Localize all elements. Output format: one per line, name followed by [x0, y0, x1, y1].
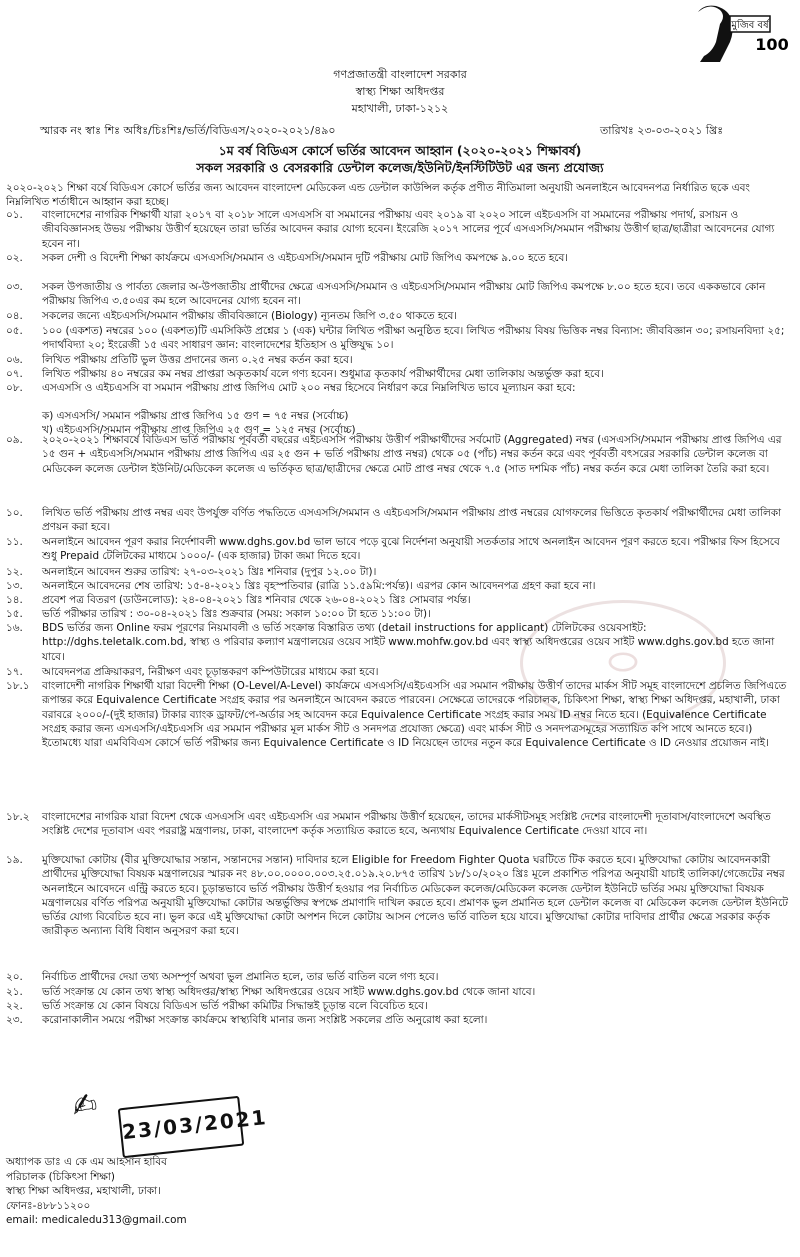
condition-text: BDS ভর্তির জন্য Online ফরম পূরণের নিয়মাবলী ও ভর্তি সংক্রান্ত বিস্তারিত তথ্য (detail instructions for applicant) টেলিটকের ওয়েবসাইট: http://dghs.teletalk.com.bd, স্বাস্থ্য ও পরিবার কল্যাণ মন্ত্রণালয়ের ওয়েব সাইট www.mohfw.gov.bd এবং স্বাস্থ্য অধিদপ্তরের ওয়েব সাইট www.dghs.gov.bd হতে জানা যাবে।: [42, 622, 775, 663]
condition-number: ০৮.: [6, 382, 23, 394]
condition-text: অনলাইনে আবেদন পূরণ করার নির্দেশাবলী www.dghs.gov.bd ভাল ভাবে পড়ে বুঝে নির্দেশনা অনুযায়ী সতর্কতার সাথে অনলাইন আবেদন পূরণ করতে হবে। পরীক্ষার ফিস হিসেবে শুধু Prepaid টেলিটকের মাধ্যমে ১০০০/- (এক হাজার) টাকা জমা দিতে হবে।: [42, 536, 780, 563]
condition-number: ১০.: [6, 507, 23, 519]
condition-number: ১৮.২: [6, 811, 30, 823]
condition-number: ০২.: [6, 252, 23, 264]
signatory-phone: ফোনঃ-৪৮৮১১২০০: [6, 1199, 91, 1212]
signature-block: [6, 1155, 187, 1228]
condition-text: ১০০ (একশত) নম্বরের ১০০ (একশত)টি এমসিকিউ প্রশ্নের ১ (এক) ঘন্টার লিখিত পরীক্ষা অনুষ্ঠিত হবে। লিখিত পরীক্ষায় বিষয় ভিত্তিক নম্বর বিন্যাস: জীববিজ্ঞান ৩০; রসায়নবিদ্যা ২৫; পদার্থবিদ্যা ২০; ইংরেজী ১৫ এবং সাধারণ জ্ঞান: বাংলাদেশের ইতিহাস ও মুক্তিযুদ্ধ ১০।: [42, 325, 785, 352]
memo-date: তারিখঃ ২৩-০৩-২০২১ খ্রিঃ: [600, 124, 724, 137]
condition-text: ভর্তি সংক্রান্ত যে কোন বিষয়ে বিডিএস ভর্তি পরীক্ষা কমিটির সিদ্ধান্তই চূড়ান্ত বলে বিবেচিত হবে।: [42, 1000, 428, 1012]
condition-text: বাংলাদেশের নাগরিক শিক্ষার্থী যারা ২০১৭ বা ২০১৮ সালে এসএসসি বা সমমানের পরীক্ষায় এবং ২০১৯ বা ২০২০ সালে এইচএসসি বা সমমানের পরীক্ষায় পদার্থ, রসায়ন ও জীববিজ্ঞানসহ উভয় পরীক্ষায় উত্তীর্ণ হয়েছেন তারা ভর্তির আবেদন করার যোগ্য হবেন। ইংরেজি ২০১৭ সালের পূর্বে এসএসসি/সমমান পরীক্ষায় উত্তীর্ণ ছাত্র/ছাত্রীরা আবেদনের যোগ্য হবেন না।: [42, 209, 775, 250]
condition-number: ০৭.: [6, 368, 23, 380]
condition-text: অনলাইনে আবেদন শুরুর তারিখ: ২৭-০৩-২০২১ খ্রিঃ শনিবার (দুপুর ১২.০০ টা)।: [42, 566, 377, 578]
condition-number: ০৬.: [6, 354, 23, 366]
notice-title: ১ম বর্ষ বিডিএস কোর্সে ভর্তির আবেদন আহ্বান (২০২০-২০২১ শিক্ষাবর্ষ): [218, 143, 582, 158]
condition-number: ২২.: [6, 1000, 23, 1012]
header-directorate: স্বাস্থ্য শিক্ষা অধিদপ্তর: [355, 85, 445, 98]
condition-number: ২৩.: [6, 1014, 23, 1026]
condition-subitem: খ) এইচএসসি/সমমান পরীক্ষায় প্রাপ্ত জিপিএ ২৫ গুণ = ১২৫ নম্বর (সর্বোচ্চ): [42, 424, 356, 437]
condition-number: ২১.: [6, 986, 23, 998]
signatory-office: স্বাস্থ্য শিক্ষা অধিদপ্তর, মহাখালী, ঢাকা।: [6, 1185, 161, 1197]
condition-number: ১৮.১: [6, 680, 30, 692]
condition-text: লিখিত ভর্তি পরীক্ষায় প্রাপ্ত নম্বর এবং উপর্যুক্ত বর্ণিত পদ্ধতিতে এসএসসি/সমমান ও এইচএসসি/সমমান পরীক্ষায় প্রাপ্ত নম্বরের যোগফলের ভিত্তিতে কৃতকার্য পরীক্ষার্থীদের মেধা তালিকা প্রণয়ন করা হবে।: [42, 507, 781, 534]
signatory-email: email: medicaledu313@gmail.com: [6, 1214, 187, 1226]
condition-text: অনলাইনে আবেদনের শেষ তারিখ: ১৫-৪-২০২১ খ্রিঃ বৃহস্পতিবার (রাত্রি ১১.৫৯মি:পর্যন্ত)। এরপর কোন আবেদনপত্র গ্রহণ করা হবে না।: [42, 580, 596, 592]
date-stamp: 23/03/2021: [118, 1096, 245, 1158]
condition-text: সকল দেশী ও বিদেশী শিক্ষা কার্যক্রমে এসএসসি/সমমান ও এইচএসসি/সমমান দুটি পরীক্ষায় মোট জিপিএ কমপক্ষে ৯.০০ হতে হবে।: [42, 252, 568, 264]
condition-text: ভর্তি সংক্রান্ত যে কোন তথ্য স্বাস্থ্য অধিদপ্তর/স্বাস্থ্য শিক্ষা অধিদপ্তরের ওয়েব সাইট www.dghs.gov.bd থেকে জানা যাবে।: [42, 986, 536, 998]
watermark-seal: ⬭: [520, 600, 726, 726]
condition-number: ১২.: [6, 566, 23, 578]
condition-text: আবেদনপত্র প্রক্রিয়াকরণ, নিরীক্ষণ এবং চূড়ান্তকরণ কম্পিউটারের মাধ্যমে করা হবে।: [42, 666, 379, 678]
memo-number: স্মারক নং স্বাঃ শিঃ অধিঃ/চিঃশিঃ/ভর্তি/বিডিএস/২০২০-২০২১/৪৯০: [40, 124, 336, 137]
condition-number: ১৯.: [6, 854, 23, 866]
condition-number: ০৩.: [6, 281, 23, 293]
header-gov: গণপ্রজাতন্ত্রী বাংলাদেশ সরকার: [333, 68, 467, 81]
logo-text: মুজিব বর্ষ: [731, 20, 769, 31]
condition-number: ১৬.: [6, 622, 23, 634]
condition-text: নির্বাচিত প্রার্থীদের দেয়া তথ্য অসম্পূর্ণ অথবা ভুল প্রমানিত হলে, তার ভর্তি বাতিল বলে গণ্য হবে।: [42, 971, 439, 983]
condition-number: ১৭.: [6, 666, 23, 678]
condition-text: এসএসসি ও এইচএসসি বা সমমান পরীক্ষায় প্রাপ্ত জিপিএ মোট ২০০ নম্বর হিসেবে নির্ধারণ করে নিম্নলিখিত ভাবে মূল্যায়ন করা হবে:: [42, 382, 576, 394]
signatory-name: অধ্যাপক ডাঃ এ কে এম আহসান হাবিব: [6, 1156, 167, 1168]
condition-number: ১৪.: [6, 594, 23, 606]
condition-number: ০৯.: [6, 434, 23, 446]
condition-number: ১৩.: [6, 580, 23, 592]
condition-text: বাংলাদেশী নাগরিক শিক্ষার্থী যারা বিদেশী শিক্ষা (O-Level/A-Level) কার্যক্রমে এসএসসি/এইচএসসি এর সমমান পরীক্ষায় উত্তীর্ণ তাদের মার্কস সীট সমূহ বাংলাদেশে প্রচলিত জিপিএতে রূপান্তর করে Equivalence Certificate সংগ্রহ করার পর অনলাইনে আবেদন করতে পারবেন। সেক্ষেত্রে তাদেরকে পরিচালক, চিকিৎসা শিক্ষা, স্বাস্থ্য শিক্ষা অধিদপ্তর, মহাখালী, ঢাকা বরাবরে ২০০০/-(দুই হাজার) টাকার ব্যাংক ড্রাফট/পে-অর্ডার সহ আবেদন করে Equivalence Certificate সংগ্রহ করার সময় ID নম্বর নিতে হবে। (Equivalence Certificate সংগ্রহ করার জন্য এসএসসি/এইচএসসি এর সমমান পরীক্ষার মূল মার্কস সীট ও সনদপত্র প্রযোজ্য ক্ষেত্রে) এবং মার্কস সীট ও সনদপত্রসমূহের সত্যায়িত কপি সাথে আনতে হবে।) ইতোমধ্যে যারা এমবিবিএস কোর্সে ভর্তি পরীক্ষার জন্য Equivalence Certificate ও ID নিয়েছেন তাদের নতুন করে Equivalence Certificate ও ID নেওয়ার প্রয়োজন নাই।: [42, 680, 787, 750]
condition-text: ২০২০-২০২১ শিক্ষাবর্ষে বিডিএস ভর্তি পরীক্ষায় পূর্ববর্তী বছরের এইচএসসি পরীক্ষায় উত্তীর্ণ পরীক্ষার্থীদের সর্বমোট (Aggregated) নম্বর (এসএসসি/সমমান পরীক্ষায় প্রাপ্ত জিপিএ এর ১৫ গুন + এইচএসসি/সমমান পরীক্ষায় প্রাপ্ত জিপিএ এর ২৫ গুন + ভর্তি পরীক্ষায় প্রাপ্ত নম্বর) থেকে ০৫ (পাঁচ) নম্বর কর্তন করে এবং পূর্ববর্তী বৎসরের সরকারি ডেন্টাল কলেজ বা মেডিকেল কলেজ ডেন্টাল ইউনিট/মেডিকেল কলেজ এ ভর্তিকৃত ছাত্র/ছাত্রীদের ক্ষেত্রে মোট প্রাপ্ত নম্বর থেকে ৭.৫ (সাত দশমিক পাঁচ) নম্বর কর্তন করে মেধা তালিকা তৈরি করা হবে।: [42, 434, 782, 475]
condition-number: ০৪.: [6, 310, 23, 322]
mujib-borsho-logo: [690, 2, 790, 64]
condition-number: ০১.: [6, 209, 23, 221]
condition-number: ২০.: [6, 971, 23, 983]
condition-text: প্রবেশ পত্র বিতরণ (ডাউনলোড): ২৪-০৪-২০২১ খ্রিঃ শনিবার থেকে ২৬-০৪-২০২১ খ্রিঃ সোমবার পর্যন্ত।: [42, 594, 471, 606]
condition-text: সকলের জন্যে এইচএসসি/সমমান পরীক্ষায় জীববিজ্ঞানে (Biology) ন্যূনতম জিপি ৩.৫০ থাকতে হবে।: [42, 310, 457, 322]
condition-text: বাংলাদেশের নাগরিক যারা বিদেশ থেকে এসএসসি এবং এইচএসসি এর সমমান পরীক্ষায় উত্তীর্ণ হয়েছেন, তাদের মার্কসীটসমূহ সংশ্লিষ্ট দেশের বাংলাদেশী দূতাবাস/বাংলাদেশে অবস্থিত সংশ্লিষ্ট দেশের দূতাবাস এবং পররাষ্ট্র মন্ত্রণালয়, ঢাকা, বাংলাদেশ কর্তৃক সত্যায়িত করাতে হবে, অন্যথায় Equivalence Certificate দেওয়া যাবে না।: [42, 811, 771, 838]
handwritten-signature: ✍: [69, 1086, 100, 1125]
condition-number: ১১.: [6, 536, 23, 548]
header-address: মহাখালী, ঢাকা-১২১২: [351, 102, 449, 115]
condition-number: ০৫.: [6, 325, 23, 337]
condition-text: মুক্তিযোদ্ধা কোটায় (বীর মুক্তিযোদ্ধার সন্তান, সন্তানদের সন্তান) দাবিদার হলে Eligible for Freedom Fighter Quota ঘরটিতে টিক করতে হবে। মুক্তিযোদ্ধা কোটায় আবেদনকারী প্রার্থীদের মুক্তিযোদ্ধা বিষয়ক মন্ত্রণালয়ের স্মারক নং ৪৮.০০.০০০০.০০৩.২৫.০১৯.২০.৮৭৫ তারিখ ১৮/১০/২০২০ খ্রিঃ মূলে প্রকাশিত পরিপত্র অনুযায়ী যাচাই তালিকা/গেজেটের নম্বর অনলাইনে আবেদনে এন্ট্রি করতে হবে। চূড়ান্তভাবে ভর্তি পরীক্ষায় উত্তীর্ণ হওয়ার পর নির্বাচিত মেডিকেল কলেজ/মেডিকেল কলেজ ডেন্টাল ইউনিটে ভর্তির সময় মুক্তিযোদ্ধা বিষয়ক মন্ত্রণালয়ের বর্ণিত পরিপত্র অনুযায়ী মুক্তিযোদ্ধা কোটার অন্তর্ভুক্তির স্বপক্ষে প্রমাণাদি দাখিল করতে হবে। প্রমাণক ভুল প্রমানিত হলে ডেন্টাল কলেজ বা মেডিকেল কলেজ ডেন্টাল ইউনিটে ভর্তির যোগ্য বিবেচিত হবে না। ভুল করে এই মুক্তিযোদ্ধা কোটা অপশন দিলে কোটায় আসন পেলেও ভর্তি বাতিল হয়ে যাবে। মুক্তিযোদ্ধা কোটার দাবিদার প্রার্থীর ক্ষেত্রে সরকার কর্তৃক জারীকৃত অন্যান্য বিধি বিধান অনুসরণ করা হবে।: [42, 854, 788, 938]
condition-text: সকল উপজাতীয় ও পার্বত্য জেলার অ-উপজাতীয় প্রার্থীদের ক্ষেত্রে এসএসসি/সমমান ও এইচএসসি/সমমান পরীক্ষায় মোট জিপিএ কমপক্ষে ৮.০০ হতে হবে। তবে এককভাবে কোন পরীক্ষায় জিপিএ ৩.৫০এর কম হলে আবেদনের যোগ্য হবেন না।: [42, 281, 766, 308]
intro-paragraph: ২০২০-২০২১ শিক্ষা বর্ষে বিডিএস কোর্সে ভর্তির জন্য আবেদন বাংলাদেশ মেডিকেল এন্ড ডেন্টাল কাউন্সিল কর্তৃক প্রণীত নীতিমালা অনুযায়ী অনলাইনে আবেদনপত্র নির্ধারিত ছকে এবং নিম্নলিখিত শর্তাধীনে আহ্বান করা হচ্ছে।: [6, 182, 750, 209]
notice-subtitle: সকল সরকারি ও বেসরকারি ডেন্টাল কলেজ/ইউনিট/ইনস্টিটিউট এর জন্য প্রযোজ্য: [196, 160, 604, 175]
condition-text: ভর্তি পরীক্ষার তারিখ : ৩০-০৪-২০২১ খ্রিঃ শুক্রবার (সময়: সকাল ১০:০০ টা হতে ১১:০০ টা)।: [42, 608, 431, 620]
signatory-designation: পরিচালক (চিকিৎসা শিক্ষা): [6, 1170, 115, 1183]
condition-text: লিখিত পরীক্ষায় প্রতিটি ভুল উত্তর প্রদানের জন্য ০.২৫ নম্বর কর্তন করা হবে।: [42, 354, 353, 366]
condition-text: লিখিত পরীক্ষায় ৪০ নম্বরের কম নম্বর প্রাপ্তরা অকৃতকার্য বলে গণ্য হবেন। শুধুমাত্র কৃতকার্য পরীক্ষার্থীদের মেধা তালিকায় অন্তর্ভুক্ত করা হবে।: [42, 368, 604, 380]
condition-number: ১৫.: [6, 608, 23, 620]
svg-text:100: 100: [755, 35, 789, 54]
condition-text: করোনাকালীন সময়ে পরীক্ষা সংক্রান্ত কার্যক্রমে স্বাস্থ্যবিধি মানার জন্য সংশ্লিষ্ট সকলের প্রতি অনুরোধ করা হলো।: [42, 1014, 488, 1026]
condition-subitem: ক) এসএসসি/ সমমান পরীক্ষায় প্রাপ্ত জিপিএ ১৫ গুণ = ৭৫ নম্বর (সর্বোচ্চ): [42, 410, 349, 422]
